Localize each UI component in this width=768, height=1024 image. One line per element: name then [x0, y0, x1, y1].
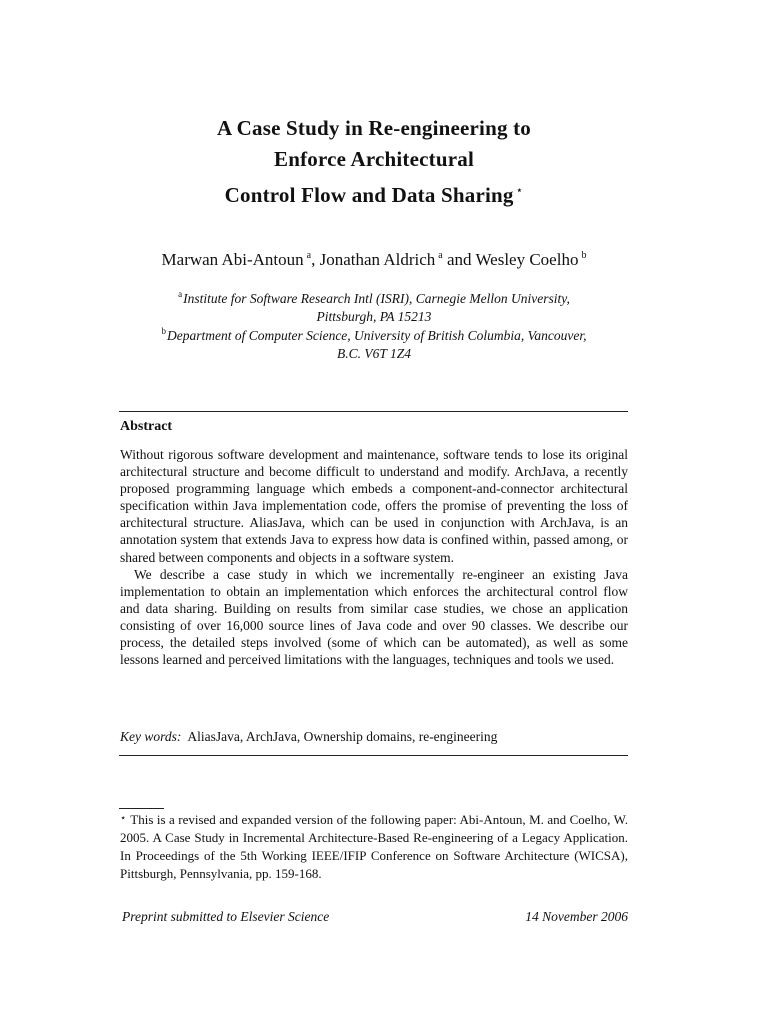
- abstract-top-rule: [119, 411, 628, 412]
- keywords-label: Key words:: [120, 729, 182, 744]
- paper-title: [120, 113, 628, 211]
- affiliation-text: Institute for Software Research Intl (ISRI), Carnegie Mellon University,: [183, 291, 570, 306]
- author-separator: ,: [311, 250, 316, 269]
- abstract-paragraph: Without rigorous software development and maintenance, software tends to lose its original architectural structure and become difficult to understand and modify. ArchJava, a recently proposed programming language which embeds a component-and-connector architectural specification within Java implementation code, offers the promise of preventing the loss of architectural structure. AliasJava, which can be used in conjunction with ArchJava, is an annotation system that extends Java to express how data is confined within, passed among, or shared between components and objects in a software system.: [120, 447, 628, 565]
- preprint-notice: Preprint submitted to Elsevier Science: [122, 909, 330, 924]
- author-affil-mark: b: [581, 250, 587, 261]
- affiliation-mark: a: [178, 289, 183, 299]
- footnote-text: This is a revised and expanded version of the following paper: Abi-Antoun, M. and Coelho, W. 2005. A Case Study in Incremental Architecture-Based Re-engineering of a Legacy Application. In Proceedings of the 5th Working IEEE/IFIP Conference on Software Architecture (WICSA), Pittsburgh, Pennsylvania, pp. 159-168.: [120, 812, 628, 881]
- affiliation-b: [120, 322, 628, 363]
- title-line-2: Enforce Architectural: [274, 147, 474, 171]
- footnote-rule: [119, 808, 164, 809]
- affiliation-line: [120, 285, 628, 308]
- affiliation-text: Department of Computer Science, University of British Columbia, Vancouver,: [166, 328, 587, 343]
- author-name: Wesley Coelho: [475, 250, 579, 269]
- author-list: [120, 245, 628, 271]
- author-name: Marwan Abi-Antoun: [161, 250, 304, 269]
- title-footnote-marker: ⋆: [515, 183, 524, 197]
- abstract-heading: Abstract: [120, 419, 173, 434]
- title-line-3: Control Flow and Data Sharing: [224, 183, 514, 207]
- author-separator: and: [446, 250, 472, 269]
- affiliation-a: [120, 285, 628, 326]
- keywords-value: AliasJava, ArchJava, Ownership domains, re-engineering: [187, 729, 498, 744]
- author-affil-mark: a: [306, 250, 312, 261]
- abstract-paragraph: We describe a case study in which we incrementally re-engineer an existing Java implementation to obtain an implementation which enforces the architectural control flow and data sharing. Building on results from similar case studies, we chose an application consisting of over 16,000 source lines of Java code and over 90 classes. We describe our process, the detailed steps involved (some of which can be automated), as well as some lessons learned and perceived limitations with the languages, techniques and tools we used.: [120, 566, 628, 668]
- title-footnote: [120, 810, 628, 883]
- author-name: Jonathan Aldrich: [319, 250, 436, 269]
- keywords: [120, 728, 497, 745]
- affiliation-line: B.C. V6T 1Z4: [336, 346, 412, 361]
- affiliation-mark: b: [161, 326, 166, 336]
- abstract-bottom-rule: [119, 755, 628, 756]
- abstract-body: [120, 446, 628, 668]
- affiliation-line: [120, 322, 628, 345]
- title-line-3-wrap: [120, 175, 628, 211]
- footnote-marker: ⋆: [120, 813, 127, 824]
- affiliation-line: Pittsburgh, PA 15213: [316, 309, 432, 324]
- preprint-date: 14 November 2006: [525, 909, 628, 924]
- author-affil-mark: a: [438, 250, 443, 261]
- title-line-1: A Case Study in Re-engineering to: [216, 116, 532, 140]
